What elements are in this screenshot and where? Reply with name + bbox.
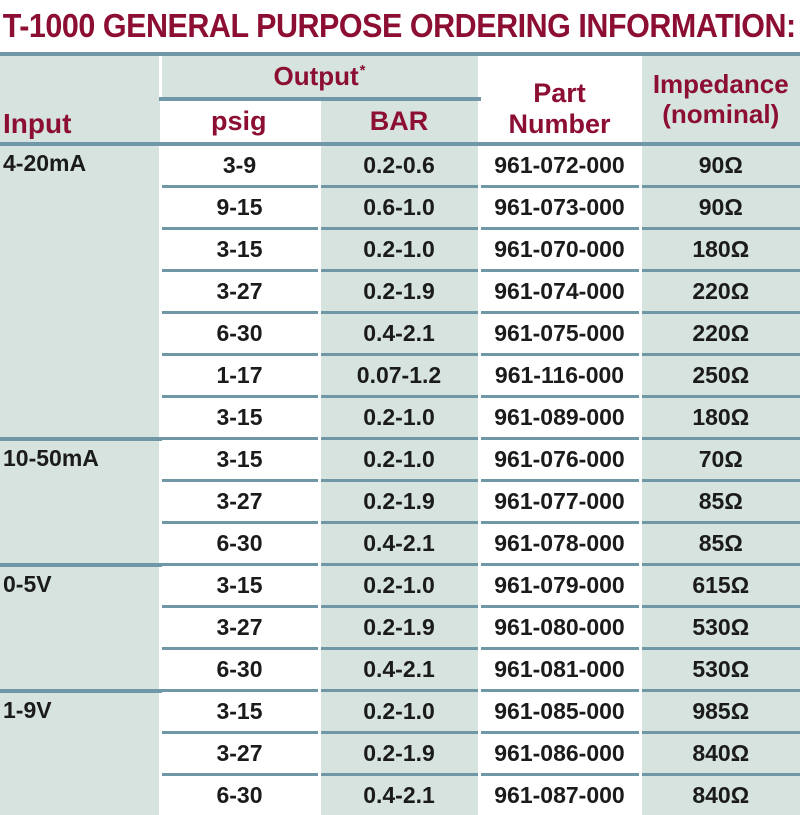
header-bar-label: BAR — [369, 106, 429, 136]
psig-cell: 1-17 — [160, 355, 319, 397]
part-number-cell: 961-075-000 — [479, 313, 640, 355]
header-input — [0, 54, 160, 144]
header-impedance — [640, 54, 800, 144]
bar-cell: 0.2-1.0 — [319, 439, 479, 481]
bar-cell: 0.2-1.9 — [319, 607, 479, 649]
bar-cell: 0.2-1.9 — [319, 481, 479, 523]
bar-cell: 0.2-0.6 — [319, 144, 479, 187]
header-part-number — [479, 54, 640, 144]
header-psig-label: psig — [210, 106, 267, 136]
impedance-cell: 90Ω — [640, 144, 800, 187]
psig-cell: 3-27 — [160, 733, 319, 775]
part-number-cell: 961-077-000 — [479, 481, 640, 523]
psig-cell: 3-9 — [160, 144, 319, 187]
bar-cell: 0.4-2.1 — [319, 523, 479, 565]
bar-cell: 0.4-2.1 — [319, 775, 479, 815]
part-number-cell: 961-080-000 — [479, 607, 640, 649]
part-number-cell: 961-073-000 — [479, 187, 640, 229]
impedance-cell: 615Ω — [640, 565, 800, 607]
header-row-top — [0, 54, 800, 99]
impedance-cell: 220Ω — [640, 271, 800, 313]
part-number-cell: 961-085-000 — [479, 691, 640, 733]
psig-cell: 3-15 — [160, 439, 319, 481]
part-number-cell: 961-086-000 — [479, 733, 640, 775]
psig-cell: 6-30 — [160, 523, 319, 565]
part-number-cell: 961-116-000 — [479, 355, 640, 397]
header-bar — [319, 99, 479, 144]
header-output-label: Output — [273, 61, 359, 91]
impedance-cell: 250Ω — [640, 355, 800, 397]
header-output — [160, 54, 479, 99]
bar-cell: 0.2-1.0 — [319, 565, 479, 607]
impedance-cell: 840Ω — [640, 733, 800, 775]
part-number-cell: 961-081-000 — [479, 649, 640, 691]
table-row — [0, 144, 800, 187]
impedance-cell: 985Ω — [640, 691, 800, 733]
input-signal-cell: 0-5V — [0, 565, 160, 691]
bar-cell: 0.4-2.1 — [319, 649, 479, 691]
page-title: T-1000 GENERAL PURPOSE ORDERING INFORMATION: — [2, 7, 796, 44]
psig-cell: 9-15 — [160, 187, 319, 229]
part-number-cell: 961-074-000 — [479, 271, 640, 313]
input-signal-cell: 10-50mA — [0, 439, 160, 565]
table-body — [0, 144, 800, 815]
psig-cell: 3-27 — [160, 271, 319, 313]
bar-cell: 0.2-1.9 — [319, 733, 479, 775]
impedance-cell: 90Ω — [640, 187, 800, 229]
bar-cell: 0.2-1.0 — [319, 229, 479, 271]
part-number-cell: 961-089-000 — [479, 397, 640, 439]
impedance-cell: 530Ω — [640, 649, 800, 691]
psig-cell: 3-15 — [160, 397, 319, 439]
input-signal-cell: 1-9V — [0, 691, 160, 815]
psig-cell: 6-30 — [160, 649, 319, 691]
part-number-cell: 961-087-000 — [479, 775, 640, 815]
impedance-cell: 530Ω — [640, 607, 800, 649]
psig-cell: 3-27 — [160, 607, 319, 649]
psig-cell: 3-15 — [160, 691, 319, 733]
impedance-cell: 85Ω — [640, 523, 800, 565]
part-number-cell: 961-076-000 — [479, 439, 640, 481]
header-part-number-label: Part Number — [508, 78, 611, 139]
bar-cell: 0.6-1.0 — [319, 187, 479, 229]
psig-cell: 6-30 — [160, 775, 319, 815]
bar-cell: 0.2-1.9 — [319, 271, 479, 313]
table-row — [0, 565, 800, 607]
impedance-cell: 840Ω — [640, 775, 800, 815]
bar-cell: 0.4-2.1 — [319, 313, 479, 355]
psig-cell: 6-30 — [160, 313, 319, 355]
input-signal-cell: 4-20mA — [0, 144, 160, 439]
header-impedance-line2: (nominal) — [662, 99, 780, 129]
part-number-cell: 961-078-000 — [479, 523, 640, 565]
part-number-cell: 961-070-000 — [479, 229, 640, 271]
header-input-label: Input — [3, 108, 72, 139]
table-row — [0, 439, 800, 481]
header-output-footnote-mark: * — [359, 62, 366, 79]
impedance-cell: 180Ω — [640, 397, 800, 439]
table-row — [0, 691, 800, 733]
impedance-cell: 220Ω — [640, 313, 800, 355]
bar-cell: 0.2-1.0 — [319, 397, 479, 439]
psig-cell: 3-15 — [160, 229, 319, 271]
impedance-cell: 85Ω — [640, 481, 800, 523]
part-number-cell: 961-072-000 — [479, 144, 640, 187]
header-psig — [160, 99, 319, 144]
impedance-cell: 70Ω — [640, 439, 800, 481]
psig-cell: 3-15 — [160, 565, 319, 607]
bar-cell: 0.07-1.2 — [319, 355, 479, 397]
impedance-cell: 180Ω — [640, 229, 800, 271]
ordering-table — [0, 52, 800, 815]
bar-cell: 0.2-1.0 — [319, 691, 479, 733]
header-impedance-line1: Impedance — [652, 69, 789, 99]
part-number-cell: 961-079-000 — [479, 565, 640, 607]
psig-cell: 3-27 — [160, 481, 319, 523]
